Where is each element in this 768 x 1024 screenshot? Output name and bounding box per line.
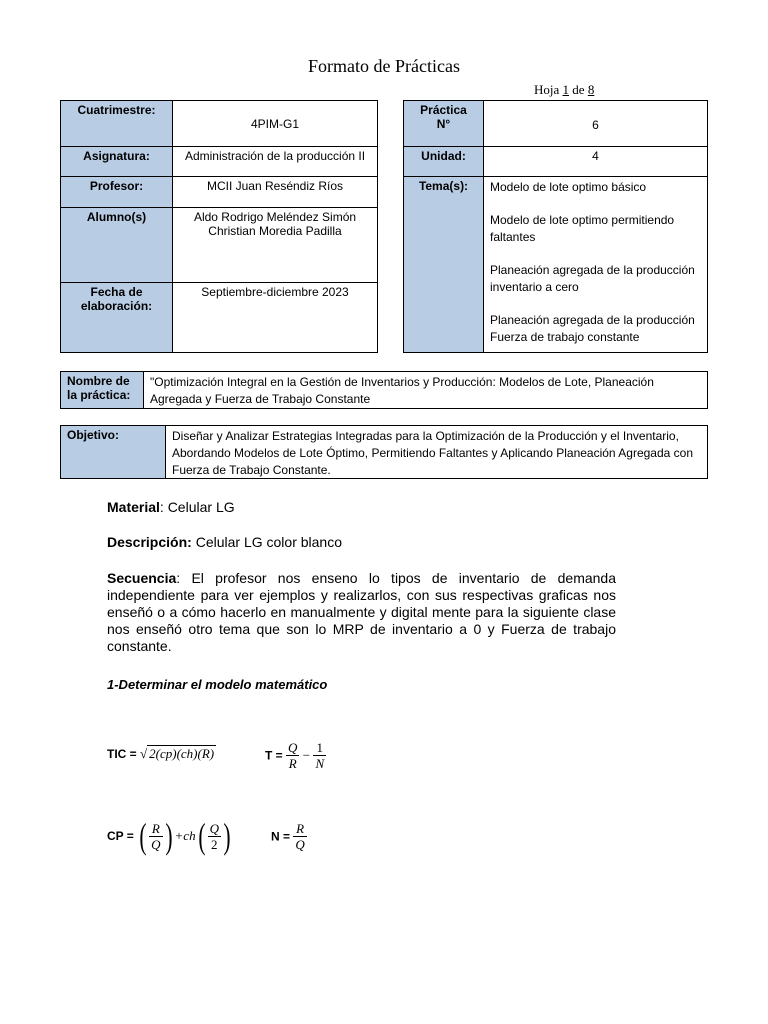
t-formula	[265, 740, 326, 771]
cp-frac-2	[208, 821, 221, 852]
left-paren-icon: (	[197, 816, 206, 856]
cp-plus: +ch	[174, 828, 196, 843]
fecha-label-1: Fecha de	[90, 285, 143, 299]
t-den-2: N	[315, 756, 325, 771]
hoja-label: Hoja	[534, 82, 560, 97]
secuencia-value: : El profesor nos enseno lo tipos de inventario de demanda independiente para ver ejemplos y realizarlos, con sus respectivas graficas nos enseñó o a cómo hacerlo en manualmente y digital mente para la siguiente clase nos enseñó otro tema que son lo MRP de inventario a 0 y Fuerza de trabajo constante.	[107, 570, 616, 654]
asignatura-value: Administración de la producción II	[172, 146, 378, 177]
right-paren-icon: )	[223, 816, 231, 856]
descripcion-label: Descripción:	[107, 534, 192, 550]
fecha-label	[60, 282, 173, 353]
practica-label-2: N°	[436, 117, 451, 131]
temas-label: Tema(s):	[403, 176, 484, 353]
hoja-num: 1	[562, 82, 570, 97]
practica-label-1: Práctica	[420, 103, 467, 117]
unidad-value: 4	[483, 146, 708, 177]
t-label: T =	[265, 748, 287, 763]
t-den-1: R	[288, 756, 297, 771]
cp-num-2: Q	[209, 820, 219, 836]
profesor-label: Profesor:	[60, 176, 173, 208]
t-num-1: Q	[288, 740, 298, 755]
material-value: : Celular LG	[159, 499, 235, 515]
n-formula	[271, 821, 307, 852]
t-num-2: 1	[313, 740, 326, 756]
tema-2a: Modelo de lote optimo permitiendo	[490, 213, 675, 227]
fecha-label-2: elaboración:	[80, 299, 153, 313]
objetivo-value: Diseñar y Analizar Estrategias Integradas para la Optimización de la Producción y el Inventario, Abordando Modelos de Lote Óptimo, Permitiendo Faltantes y Aplicando Planeación Agregada con Fuerza de Trabajo Constante.	[165, 425, 708, 479]
descripcion-line	[107, 534, 616, 551]
alumno-label: Alumno(s)	[60, 207, 173, 283]
tic-label: TIC =	[107, 747, 141, 761]
sheet-number	[534, 82, 594, 98]
tic-formula	[107, 746, 216, 762]
secuencia-paragraph	[107, 570, 616, 655]
material-line	[107, 499, 616, 516]
section-heading: 1-Determinar el modelo matemático	[107, 677, 328, 692]
objetivo-label: Objetivo:	[60, 425, 166, 479]
secuencia-label: Secuencia	[107, 570, 177, 586]
cp-frac-1	[149, 821, 162, 852]
sqrt-icon: √	[140, 746, 148, 761]
tema-3b: inventario a cero	[490, 280, 579, 294]
nombre-label-2: la práctica:	[67, 388, 131, 402]
practica-label	[403, 100, 484, 147]
right-paren-icon: )	[164, 816, 173, 856]
nombre-label-1: Nombre de	[67, 374, 130, 388]
nombre-practica-value: "Optimización Integral en la Gestión de Inventarios y Producción: Modelos de Lote, Planeación Agregada y Fuerza de Trabajo Constante	[143, 371, 708, 409]
t-minus: −	[302, 747, 311, 763]
temas-list	[483, 176, 708, 353]
n-frac	[293, 821, 306, 852]
material-label: Material	[107, 499, 160, 515]
alumno-name-1: Aldo Rodrigo Meléndez Simón	[193, 210, 357, 224]
cp-label: CP =	[107, 829, 138, 843]
unidad-label: Unidad:	[403, 146, 484, 177]
alumno-name-2: Christian Moredia Padilla	[208, 224, 342, 238]
tema-2b: faltantes	[490, 230, 536, 244]
practica-value: 6	[483, 100, 708, 147]
hoja-total: 8	[587, 82, 595, 97]
cuatrimestre-value: 4PIM-G1	[172, 100, 378, 147]
cp-num-1: R	[149, 821, 162, 837]
cp-den-1: Q	[151, 836, 161, 852]
n-num: R	[293, 821, 306, 837]
left-paren-icon: (	[139, 816, 147, 856]
document-title: Formato de Prácticas	[308, 56, 460, 76]
tic-radicand: 2(cp)(ch)(R)	[149, 746, 215, 761]
nombre-practica-label	[60, 371, 144, 409]
alumno-value	[172, 207, 378, 283]
tema-1: Modelo de lote optimo básico	[490, 180, 647, 194]
fecha-value: Septiembre-diciembre 2023	[172, 282, 378, 353]
descripcion-value: Celular LG color blanco	[191, 534, 342, 550]
tema-4b: Fuerza de trabajo constante	[490, 330, 640, 344]
hoja-de: de	[572, 82, 585, 97]
cp-formula	[107, 818, 233, 854]
n-den: Q	[295, 837, 305, 852]
asignatura-label: Asignatura:	[60, 146, 173, 177]
cp-den-2: 2	[211, 836, 218, 852]
n-label: N =	[271, 829, 294, 844]
tema-4a: Planeación agregada de la producción	[490, 313, 695, 327]
t-frac-2	[313, 740, 326, 771]
tema-3a: Planeación agregada de la producción	[490, 263, 695, 277]
t-frac-1	[286, 740, 299, 771]
cuatrimestre-label: Cuatrimestre:	[60, 100, 173, 147]
profesor-value: MCII Juan Reséndiz Ríos	[172, 176, 378, 208]
